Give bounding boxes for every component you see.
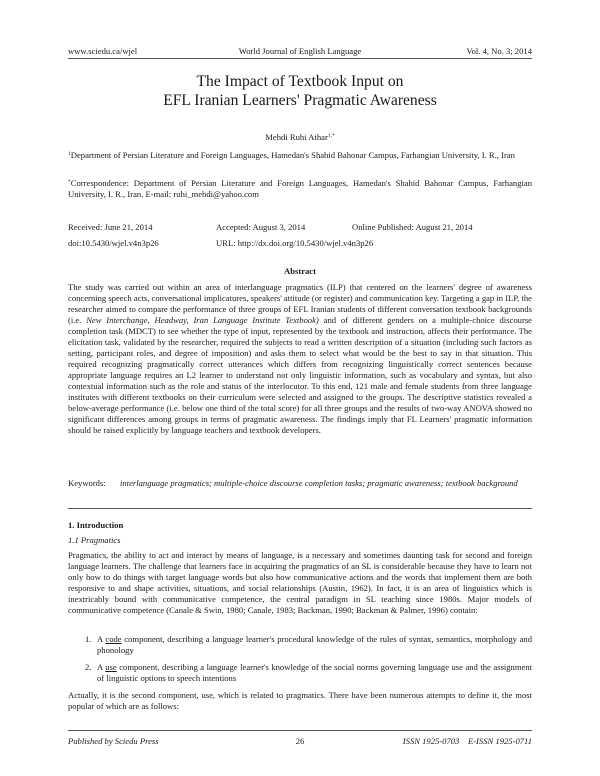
abstract-text-2: and of different genders on a multiple-choice discourse completion task (MDCT) to see whether the type of input, represented by the textbook and instruction, affects their performance. The elicitation task, validated by the researcher, required the subjects to read a written description of a situation (including such factors as setting, participant roles, and degree of imposition) and asks them to select what would be the best to say in that situation. This required recognizing pragmatically correct utterances which differs from recognizing linguistically correct sentences because appropriate language requires an L2 learner to understand not only linguistic information, such as vocabulary and syntax, but also contextual information such as the role and status of the interlocutor. To this end, 121 male and female students from three language institutes with different textbooks on their curriculum were selected and assigned to the groups. The descriptive statistics revealed a below-average performance (i.e. below one third of the total score) for all three groups and the results of two-way ANOVA showed no significant differences among groups in terms of pragmatic awareness. The findings imply that FL Learners' pragmatic information should be raised explicitly by language teachers and textbook developers. [68, 315, 532, 435]
abstract-heading: Abstract [284, 266, 316, 276]
header-journal-name: World Journal of English Language [238, 46, 362, 56]
list-item-text: component, describing a language learner's knowledge of the social norms governing language use and the assignment of linguistic options to speech intentions [97, 662, 532, 683]
intro-paragraph-1: Pragmatics, the ability to act and interact by means of language, is a necessary and sometimes daunting task for second and foreign language learners. The challenge that learners face in acquiring the pragmatics of an SL is considerable because they have to learn not only how to do things with target language words but also how communicative actions and the words that implement them are both responsive to and shape activities, situations, and social relationships (Austin, 1962). In fact, it is an area of linguistics which is inextricably bound with communicative competence, the central paradigm in SL teaching since 1980s. Major models of communicative competence (Canale & Swin, 1980; Canale, 1983; Backman, 1990; Backman & Palmer, 1996) contain: [68, 550, 532, 615]
list-item [85, 662, 532, 684]
footer-issn: ISSN 1925-0703 E-ISSN 1925-0711 [402, 736, 532, 746]
received-date: Received: June 21, 2014 [68, 222, 153, 232]
footer-publisher: Published by Sciedu Press [68, 736, 159, 746]
list-item-number: 1. [85, 634, 92, 644]
list-item-number: 2. [85, 662, 92, 672]
author-sup: 1,* [327, 133, 335, 139]
abstract-text-1: The study was carried out within an area of interlanguage pragmatics (ILP) that centered on the learners' degree of awareness concerning speech acts, conversational implicatures, speakers' attitude (or register) and communication key. Targeting a gap in ILP, the researcher aimed to compare the performance of three groups of EFL Iranian students of different conversation textbook backgrounds (i.e. [68, 282, 532, 325]
header-volume: Vol. 4, No. 3; 2014 [466, 46, 532, 56]
doi[interactable]: doi:10.5430/wjel.v4n3p26 [68, 238, 159, 248]
list-item-term: use [105, 662, 117, 672]
affiliation-1-sup: 1 [68, 151, 71, 157]
abstract-textbooks: New Interchange, Headway, Iran Language Institute Textbook) [86, 315, 319, 325]
page-number: 26 [295, 736, 305, 746]
article-url[interactable]: URL: http://dx.doi.org/10.5430/wjel.v4n3p26 [216, 238, 374, 248]
footer-rule [68, 730, 532, 731]
list-item-article: A [97, 634, 103, 644]
title-line-1: The Impact of Textbook Input on [196, 73, 404, 90]
affiliation-correspondence [68, 178, 532, 200]
section-heading: 1. Introduction [68, 520, 124, 530]
title-line-2: EFL Iranian Learners' Pragmatic Awareness [163, 92, 437, 109]
author-name: Mehdi Ruhi Athar [265, 132, 328, 142]
affiliation-2-sup: * [68, 179, 71, 185]
accepted-date: Accepted: August 3, 2014 [216, 222, 306, 232]
published-date: Online Published: August 21, 2014 [352, 222, 473, 232]
paper-title [68, 72, 532, 110]
header-journal-url: www.sciedu.ca/wjel [68, 46, 138, 56]
intro-paragraph-2: Actually, it is the second component, use, which is related to pragmatics. There have been numerous attempts to define it, the most popular of which are as follows: [68, 690, 532, 711]
author-line [68, 132, 532, 143]
abstract-body [68, 282, 532, 436]
keywords-rule [68, 508, 532, 509]
list-item-term: code [105, 634, 122, 644]
header-rule [68, 58, 532, 59]
keywords-text: interlanguage pragmatics; multiple-choice discourse completion tasks; pragmatic awareness; textbook background [120, 478, 518, 488]
affiliation-1 [68, 150, 532, 161]
list-item-text: component, describing a language learner's procedural knowledge of the rules of syntax, semantics, morphology and phonology [97, 634, 533, 655]
subsection-heading: 1.1 Pragmatics [68, 535, 121, 545]
affiliation-1-text: Department of Persian Literature and Foreign Languages, Hamedan's Shahid Bahonar Campus, Farhangian University, I. R., Iran [70, 150, 515, 160]
list-item-article: A [97, 662, 103, 672]
list-item [85, 634, 532, 656]
keywords-label: Keywords: [68, 478, 106, 488]
affiliation-2-text: Correspondence: Department of Persian Literature and Foreign Languages, Hamedan's Shahid Bahonar Campus, Farhangian University, I. R., Iran. E-mail: ruhi_mehdi@yahoo.com [68, 178, 532, 199]
